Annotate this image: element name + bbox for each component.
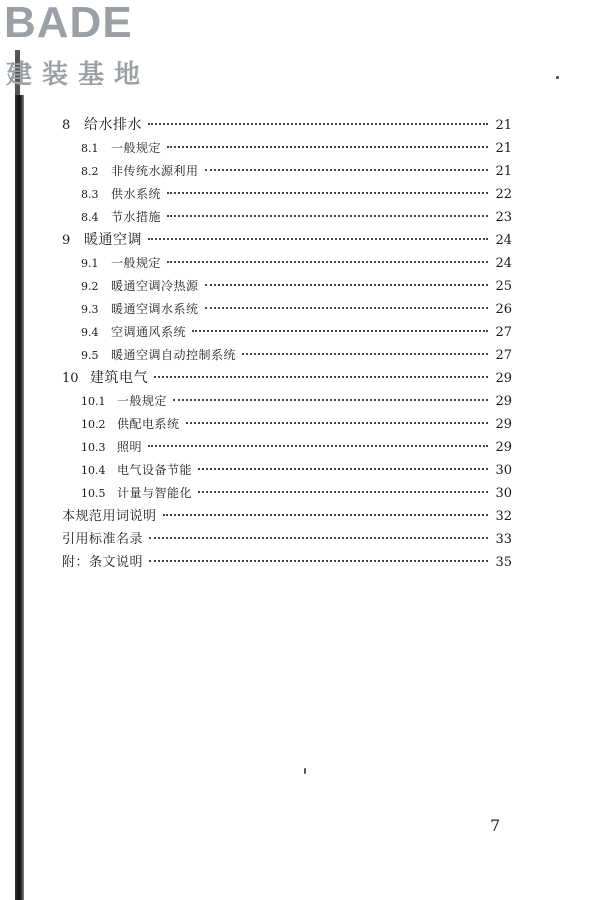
toc-entry[interactable] [62, 298, 512, 321]
toc-page-number: 25 [495, 279, 512, 294]
toc-page-number: 35 [495, 555, 512, 570]
toc-page-number: 30 [495, 463, 512, 478]
toc-number: 9 [62, 233, 71, 248]
binding-edge [15, 95, 24, 900]
toc-page-number: 30 [495, 486, 512, 501]
dot-leader [149, 560, 488, 562]
dot-leader [167, 215, 488, 217]
toc-title: 供配电系统 [117, 417, 180, 431]
toc-number: 8 [62, 118, 71, 133]
toc-entry[interactable] [62, 528, 512, 551]
toc-title: 建筑电气 [90, 370, 148, 386]
toc-title: 给水排水 [84, 117, 142, 133]
toc-number: 10.3 [81, 441, 106, 454]
toc-title: 引用标准名录 [62, 532, 144, 547]
dot-leader [198, 468, 488, 470]
toc-title: 节水措施 [111, 210, 162, 224]
toc-title: 空调通风系统 [111, 325, 187, 339]
logo-subtitle: 建装基地 [6, 60, 151, 90]
toc-entry[interactable] [62, 275, 512, 298]
toc-title: 一般规定 [117, 394, 168, 408]
toc-page-number: 27 [495, 348, 512, 363]
toc-page-number: 24 [495, 256, 512, 271]
toc-entry[interactable] [62, 505, 512, 528]
toc-number: 9.1 [81, 257, 99, 270]
toc-entry[interactable] [62, 183, 512, 206]
toc-page-number: 33 [495, 532, 512, 547]
dot-leader [148, 123, 488, 125]
toc-title: 暖通空调冷热源 [111, 279, 199, 293]
dot-leader [149, 537, 488, 539]
dot-leader [173, 399, 488, 401]
toc-title: 电气设备节能 [117, 463, 193, 477]
toc-number: 8.3 [81, 188, 99, 201]
toc-entry[interactable] [62, 229, 512, 252]
toc-page-number: 22 [495, 187, 512, 202]
toc-number: 9.2 [81, 280, 99, 293]
toc-entry[interactable] [62, 206, 512, 229]
logo-brand: BADE [4, 0, 133, 47]
dot-leader [167, 192, 488, 194]
toc-page-number: 21 [495, 118, 512, 133]
toc-page-number: 29 [495, 440, 512, 455]
toc-number: 10.2 [81, 418, 106, 431]
toc-title: 一般规定 [111, 141, 162, 155]
toc-page-number: 23 [495, 210, 512, 225]
dot-leader [198, 491, 488, 493]
toc-page-number: 21 [495, 141, 512, 156]
toc-entry[interactable] [62, 137, 512, 160]
toc-number: 8.2 [81, 165, 99, 178]
toc-title: 暖通空调水系统 [111, 302, 199, 316]
scan-speck [556, 76, 559, 79]
watermark-logo [4, 2, 174, 88]
toc-page-number: 26 [495, 302, 512, 317]
page-number: 7 [490, 816, 501, 835]
toc-number: 9.3 [81, 303, 99, 316]
dot-leader [167, 261, 488, 263]
toc-entry[interactable] [62, 367, 512, 390]
dot-leader [154, 376, 488, 378]
toc-title: 供水系统 [111, 187, 162, 201]
toc-page-number: 29 [495, 371, 512, 386]
dot-leader [148, 445, 488, 447]
table-of-contents [62, 114, 512, 574]
scan-speck [304, 768, 306, 774]
toc-title: 暖通空调自动控制系统 [111, 348, 237, 362]
dot-leader [148, 238, 488, 240]
toc-page-number: 24 [495, 233, 512, 248]
dot-leader [205, 169, 488, 171]
toc-page-number: 27 [495, 325, 512, 340]
dot-leader [167, 146, 488, 148]
toc-entry[interactable] [62, 160, 512, 183]
toc-title: 一般规定 [111, 256, 162, 270]
toc-entry[interactable] [62, 482, 512, 505]
toc-number: 8.4 [81, 211, 99, 224]
dot-leader [192, 330, 488, 332]
toc-entry[interactable] [62, 344, 512, 367]
toc-entry[interactable] [62, 551, 512, 574]
toc-title: 本规范用词说明 [62, 509, 157, 524]
dot-leader [242, 353, 488, 355]
toc-number: 10.4 [81, 464, 106, 477]
toc-page-number: 21 [495, 164, 512, 179]
toc-entry[interactable] [62, 459, 512, 482]
toc-title: 计量与智能化 [117, 486, 193, 500]
toc-number: 10.5 [81, 487, 106, 500]
dot-leader [205, 284, 488, 286]
toc-entry[interactable] [62, 114, 512, 137]
dot-leader [205, 307, 488, 309]
toc-number: 10.1 [81, 395, 106, 408]
toc-title: 暖通空调 [84, 232, 142, 248]
toc-title: 非传统水源利用 [111, 164, 199, 178]
toc-page-number: 32 [495, 509, 512, 524]
toc-entry[interactable] [62, 252, 512, 275]
dot-leader [186, 422, 488, 424]
toc-number: 9.4 [81, 326, 99, 339]
toc-number: 8.1 [81, 142, 99, 155]
toc-entry[interactable] [62, 390, 512, 413]
dot-leader [163, 514, 488, 516]
toc-title: 附：条文说明 [62, 555, 144, 570]
toc-title: 照明 [117, 440, 143, 454]
toc-page-number: 29 [495, 394, 512, 409]
toc-entry[interactable] [62, 321, 512, 344]
toc-entry[interactable] [62, 436, 512, 459]
toc-entry[interactable] [62, 413, 512, 436]
toc-page-number: 29 [495, 417, 512, 432]
toc-number: 9.5 [81, 349, 99, 362]
toc-number: 10 [62, 371, 79, 386]
